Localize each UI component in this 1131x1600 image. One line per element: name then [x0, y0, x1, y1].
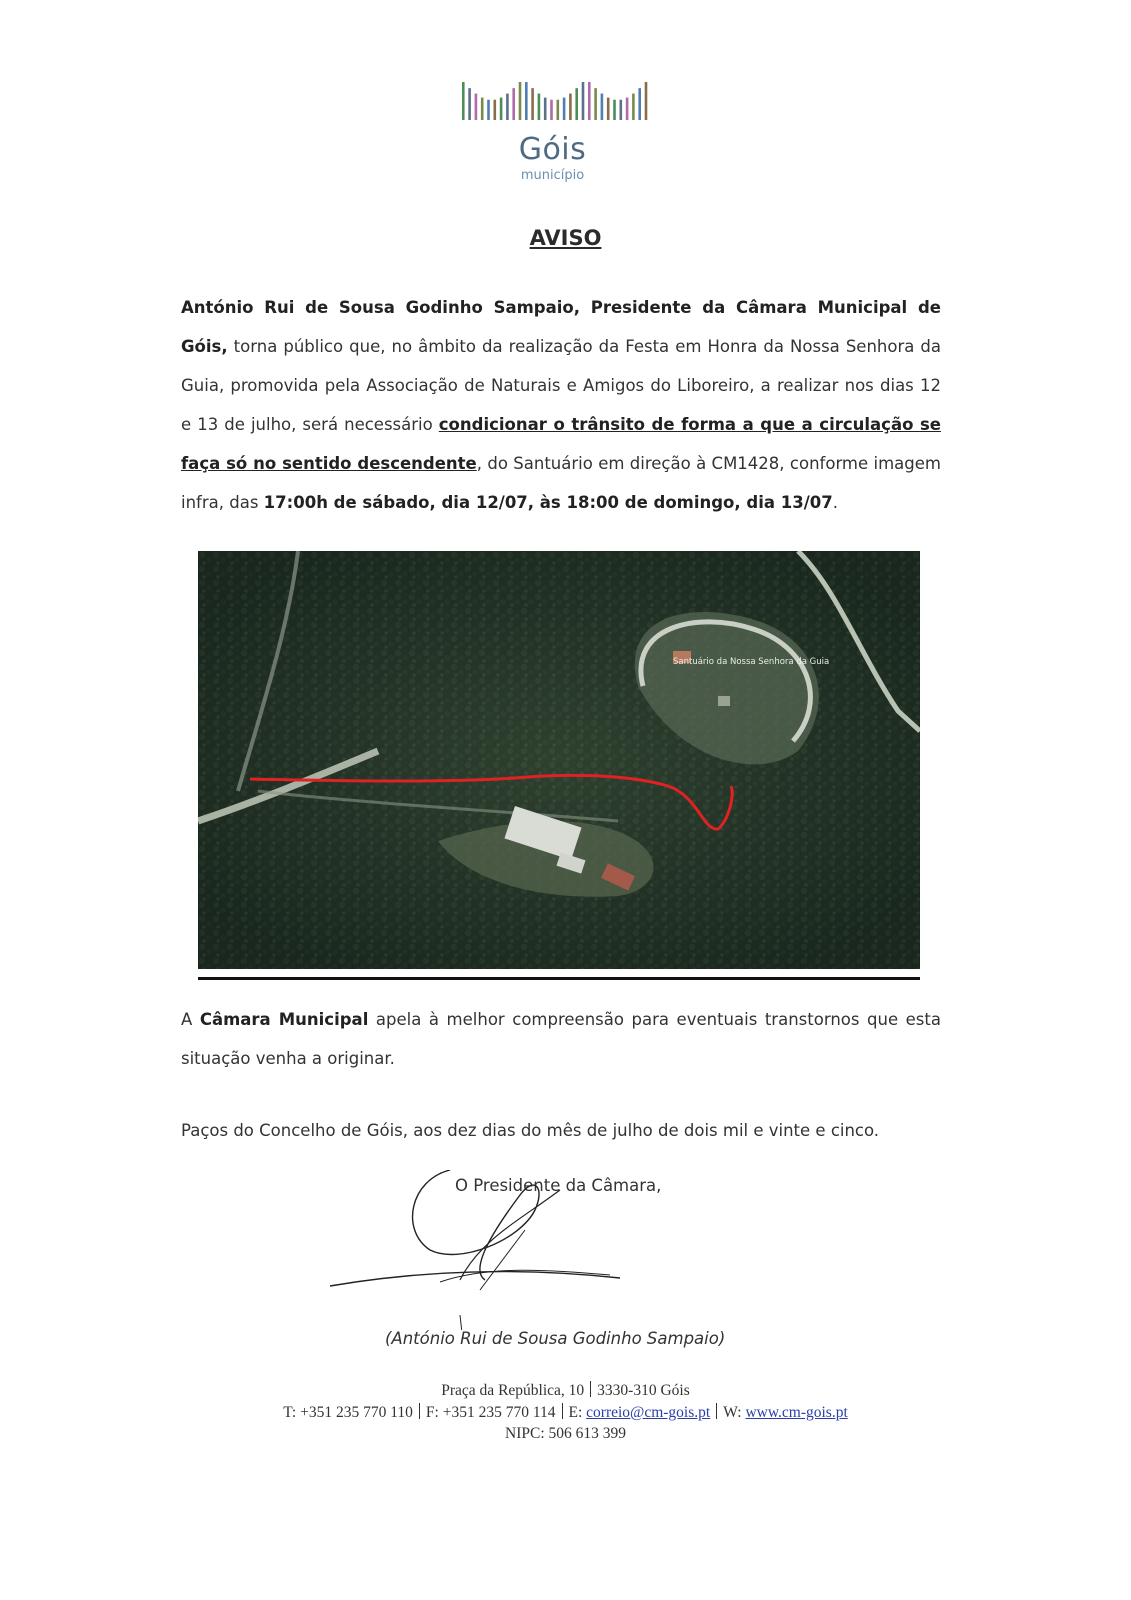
logo-bar [613, 100, 616, 120]
signatory-name: (António Rui de Sousa Godinho Sampaio) [385, 1329, 726, 1348]
map-sanctuary-label: Santuário da Nossa Senhora da Guia [673, 657, 830, 667]
footer-fax: F: +351 235 770 114 [425, 1404, 556, 1421]
logo-bar [481, 98, 484, 120]
closing-line: O Presidente da Câmara, [455, 1176, 662, 1195]
logo-bar [494, 100, 497, 120]
satellite-map-image [198, 551, 920, 969]
logo-bar [582, 82, 585, 120]
map-graphic [198, 551, 920, 969]
notice-paragraph-2: A Câmara Municipal apela à melhor compreensão para eventuais transtornos que esta situação venha a originar. [181, 1010, 941, 1068]
logo-bar [638, 88, 641, 120]
logo-bar [563, 98, 566, 120]
council-name: Câmara Municipal [199, 1010, 369, 1029]
logo-bar [525, 82, 528, 120]
logo-bar [557, 100, 560, 120]
logo-bar [506, 94, 509, 120]
traffic-condition: condicionar o trânsito de forma a que a circulação se faça só no sentido descendente [181, 415, 941, 473]
logo-bar [569, 94, 572, 120]
notice-paragraph-1: António Rui de Sousa Godinho Sampaio, Presidente da Câmara Municipal de Góis, torna público que, no âmbito da realização da Festa em Honra da Nossa Senhora da Guia, promovida pela Associação de Naturais e Amigos do Liboreiro, a realizar nos dias 12 e 13 de julho, será necessário condicionar o trânsito de forma a que a circulação se faça só no sentido descendente, do Santuário em direção à CM1428, conforme imagem infra, das 17:00h de sábado, dia 12/07, às 18:00 de domingo, dia 13/07. [181, 298, 941, 512]
footer-separator [590, 1381, 591, 1397]
footer-website-link[interactable]: www.cm-gois.pt [745, 1404, 848, 1421]
logo-subtitle: município [520, 168, 585, 183]
logo-bar [512, 88, 515, 120]
logo-bar [632, 94, 635, 120]
municipality-logo [460, 76, 660, 186]
map-caption-rule [198, 977, 920, 980]
president-name: António Rui de Sousa Godinho Sampaio, Presidente da Câmara Municipal de Góis, [181, 298, 941, 356]
logo-bar [519, 82, 522, 120]
logo-bar [594, 88, 597, 120]
logo-bar [645, 82, 648, 120]
logo-bar [626, 98, 629, 120]
logo-bar [487, 100, 490, 120]
logo-bar [538, 94, 541, 120]
footer-contacts: T: +351 235 770 110 F: +351 235 770 114 E: correio@cm-gois.pt W: www.cm-gois.pt [283, 1404, 848, 1421]
footer-telephone: T: +351 235 770 110 [283, 1404, 413, 1421]
logo-bar [500, 98, 503, 120]
logo-bar [588, 82, 591, 120]
logo-bar [531, 88, 534, 120]
logo-arches-graphic [460, 76, 655, 126]
notice-paragraph-3: Paços do Concelho de Góis, aos dez dias do mês de julho de dois mil e vinte e cinco. [181, 1121, 880, 1140]
logo-bar [607, 98, 610, 120]
time-window: 17:00h de sábado, dia 12/07, às 18:00 de domingo, dia 13/07 [263, 493, 833, 512]
logo-name: Góis [518, 132, 587, 167]
logo-bar [544, 98, 547, 120]
logo-bar [475, 94, 478, 120]
footer-address: Praça da República, 10 3330-310 Góis [441, 1382, 690, 1399]
logo-bar [575, 88, 578, 120]
logo-bar [468, 88, 471, 120]
handwritten-signature [320, 1170, 650, 1330]
logo-bar [462, 82, 465, 120]
notice-title: AVISO [529, 226, 602, 250]
logo-bar [550, 100, 553, 120]
logo-bar [601, 94, 604, 120]
footer-nipc: NIPC: 506 613 399 [505, 1425, 626, 1442]
logo-bar [620, 100, 623, 120]
footer-email-link[interactable]: correio@cm-gois.pt [586, 1404, 711, 1421]
